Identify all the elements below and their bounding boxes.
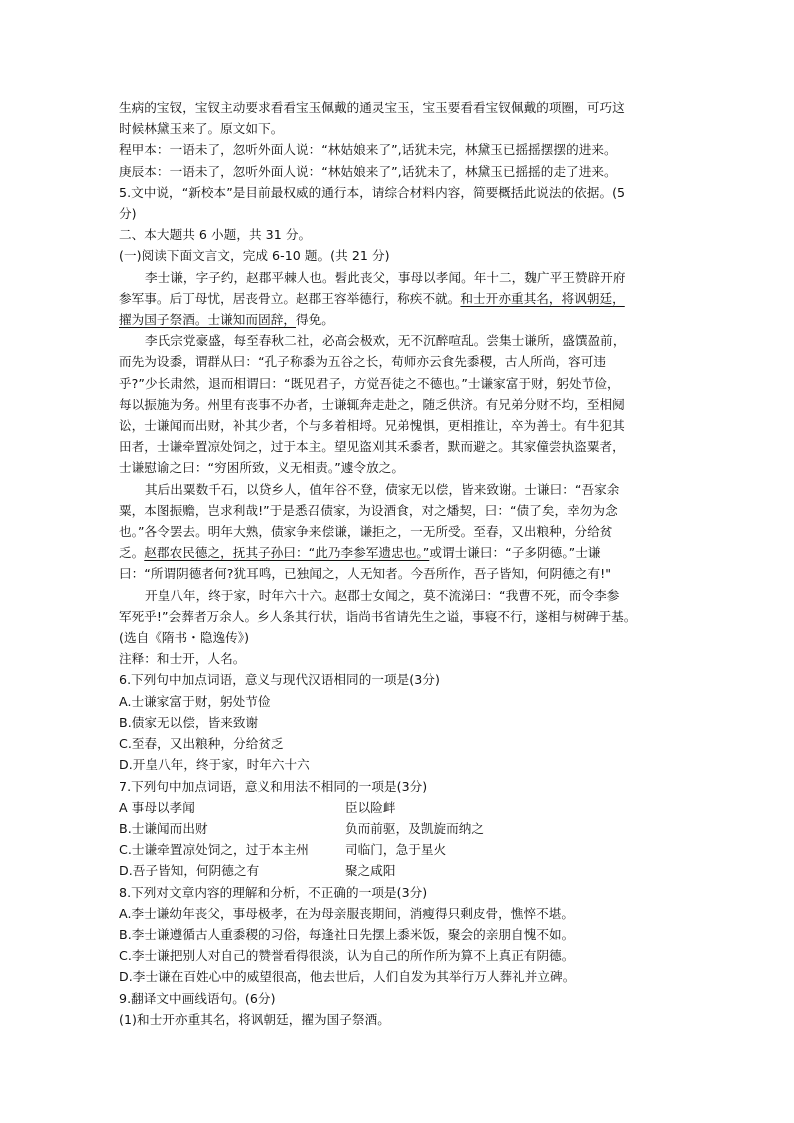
question-7: 7.下列句中加点词语，意义和用法不相同的一项是(3分) — [119, 778, 428, 794]
passage-line: 也。”各令罢去。明年大熟，债家争来偿谦，谦拒之，一无所受。至春，又出粮种，分给贫 — [119, 524, 613, 540]
underlined-sentence: 赵郡农民德之，抚其子孙曰：“此乃李参军遗忠也。” — [144, 545, 430, 561]
question-8: 8.下列对文章内容的理解和分析，不正确的一项是(3分) — [119, 884, 428, 900]
option-right: 聚之咸阳 — [345, 863, 396, 879]
option-d: D.开皇八年，终于家，时年六十六 — [119, 757, 310, 773]
option-left: C.士谦牵置凉处饲之，过于本主州 — [119, 842, 309, 858]
passage-line: 乎?”少长肃然，退而相谓曰：“既见君子，方觉吾徒之不德也。”士谦家富于财，躬处节俭， — [119, 375, 620, 391]
question-9-item-1: (1)和士开亦重其名，将讽朝廷，擢为国子祭酒。 — [119, 1011, 390, 1027]
passage-line: 士谦慰谕之曰：“穷困所致，义无相责。”遽令放之。 — [119, 460, 405, 476]
passage-line: 李士谦，字子约，赵郡平棘人也。髫此丧父，事母以孝闻。年十二，魏广平王赞辟开府 — [145, 269, 626, 285]
option-right: 臣以险衅 — [345, 799, 396, 815]
passage-line: 讼，士谦闻而出财，补其少者，个与多着相埒。兄弟愧惧，更相推让，卒为善士。有牛犯其 — [119, 418, 625, 434]
intro-line: 生病的宝钗，宝钗主动要求看看宝玉佩戴的通灵宝玉，宝玉要看看宝钗佩戴的项圈，可巧这 — [119, 100, 625, 115]
passage-text: 或谓士谦曰：“子多阴德。”士谦 — [429, 545, 601, 561]
option-left: B.士谦闻而出财 — [119, 820, 208, 836]
option-a: A.李士谦幼年丧父，事母极孝，在为母亲服丧期间，消瘦得只剩皮骨，憔悴不堪。 — [119, 905, 575, 921]
option-c: C.李士谦把别人对自己的赞誉看得很淡，认为自己的所作所为算不上真正有阴德。 — [119, 948, 575, 964]
passage-line — [119, 309, 689, 330]
option-a — [119, 797, 689, 818]
option-c: C.至春，又出粮种，分给贫乏 — [119, 736, 284, 752]
passage-text: 参军事。后丁母忧，居丧骨立。赵郡王容举德行，称疾不就。 — [119, 290, 461, 306]
option-d: D.李士谦在百姓心中的威望很高，他去世后，人们自发为其举行万人葬礼并立碑。 — [119, 969, 576, 985]
passage-line — [119, 288, 689, 309]
option-c — [119, 839, 689, 860]
passage-text: 得免。 — [296, 312, 334, 328]
passage-source: (选自《隋书・隐逸传》) — [119, 630, 250, 646]
passage-line: 其后出粟数千石，以贷乡人，值年谷不登，债家无以偿，皆来致谢。士谦曰：“吾家余 — [145, 481, 620, 497]
option-b: B.债家无以偿，皆来致谢 — [119, 714, 259, 730]
passage-line — [119, 542, 689, 563]
passage-line: 李氏宗党豪盛，每至春秋二社，必高会极欢，无不沉醉喧乱。尝集士谦所，盛馔盈前， — [145, 333, 626, 349]
section-subtitle: (一)阅读下面文言文，完成 6-10 题。(共 21 分) — [119, 248, 390, 264]
question-9: 9.翻译文中画线语句。(6分) — [119, 990, 276, 1006]
option-right: 司临门，急于星火 — [345, 842, 447, 858]
underlined-sentence: 擢为国子祭酒。士谦知而固辞， — [119, 312, 297, 328]
question-6: 6.下列句中加点词语，意义与现代汉语相同的一项是(3分) — [119, 672, 440, 688]
option-left: A 事母以孝闻 — [119, 799, 195, 815]
passage-note: 注释：和士开，人名。 — [119, 651, 246, 667]
question-5-cont: 分) — [119, 206, 137, 222]
option-b: B.李士谦遵循古人重黍稷的习俗，每逢社日先摆上黍米饭，聚会的亲朋自愧不如。 — [119, 926, 575, 942]
passage-line: 开皇八年，终于家，时年六十六。赵郡士女闻之，莫不流涕曰：“我曹不死，而令李参 — [145, 587, 620, 603]
passage-text: 乏。 — [119, 545, 145, 561]
option-d — [119, 860, 689, 881]
passage-line: 军死乎!”会葬者万余人。乡人条其行状，诣尚书省请先生之谥，事寝不行，遂相与树碑于基。 — [119, 608, 637, 624]
option-right: 负而前驱，及凯旋而纳之 — [345, 820, 485, 836]
intro-line: 庚辰本：一语未了，忽听外面人说：“林姑娘来了”,话犹未了，林黛玉已摇摇的走了进来。 — [119, 163, 617, 179]
question-5: 5.文中说，“新校本”是目前最权威的通行本，请综合材料内容，简要概括此说法的依据。(5 — [119, 184, 626, 200]
passage-line: 粟，本图振赡，岂求利哉!”于是悉召债家，为设酒食，对之燔契，曰：“债了矣，幸勿为念 — [119, 502, 618, 518]
underlined-sentence: 和士开亦重其名，将讽朝廷， — [460, 290, 625, 306]
section-title: 二、本大题共 6 小题，共 31 分。 — [119, 227, 312, 243]
intro-line: 时候林黛玉来了。原文如下。 — [119, 121, 284, 137]
option-b — [119, 818, 689, 839]
passage-line: 每以振施为务。州里有丧事不办者，士谦辄奔走赴之，随乏供济。有兄弟分财不均，至相阋 — [119, 396, 625, 412]
passage-line: 田者，士谦牵置凉处饲之，过于本主。望见盗刈其禾黍者，默而避之。其家僮尝执盗粟者， — [119, 439, 625, 455]
passage-line: 曰：“所谓阴德者何?犹耳鸣，已独闻之，人无知者。今吾所作，吾子皆知，何阴德之有!" — [119, 566, 612, 582]
intro-line: 程甲本：一语未了，忽听外面人说：“林姑娘来了”,话犹未完，林黛玉已摇摇摆摆的进来。 — [119, 142, 617, 158]
option-left: D.吾子皆知，何阴德之有 — [119, 863, 260, 879]
passage-line: 而先为设黍，谓群从曰：“孔子称黍为五谷之长，荀师亦云食先黍稷，古人所尚，容可违 — [119, 354, 607, 370]
option-a: A.士谦家富于财，躬处节俭 — [119, 693, 271, 709]
exam-page — [119, 97, 689, 1030]
